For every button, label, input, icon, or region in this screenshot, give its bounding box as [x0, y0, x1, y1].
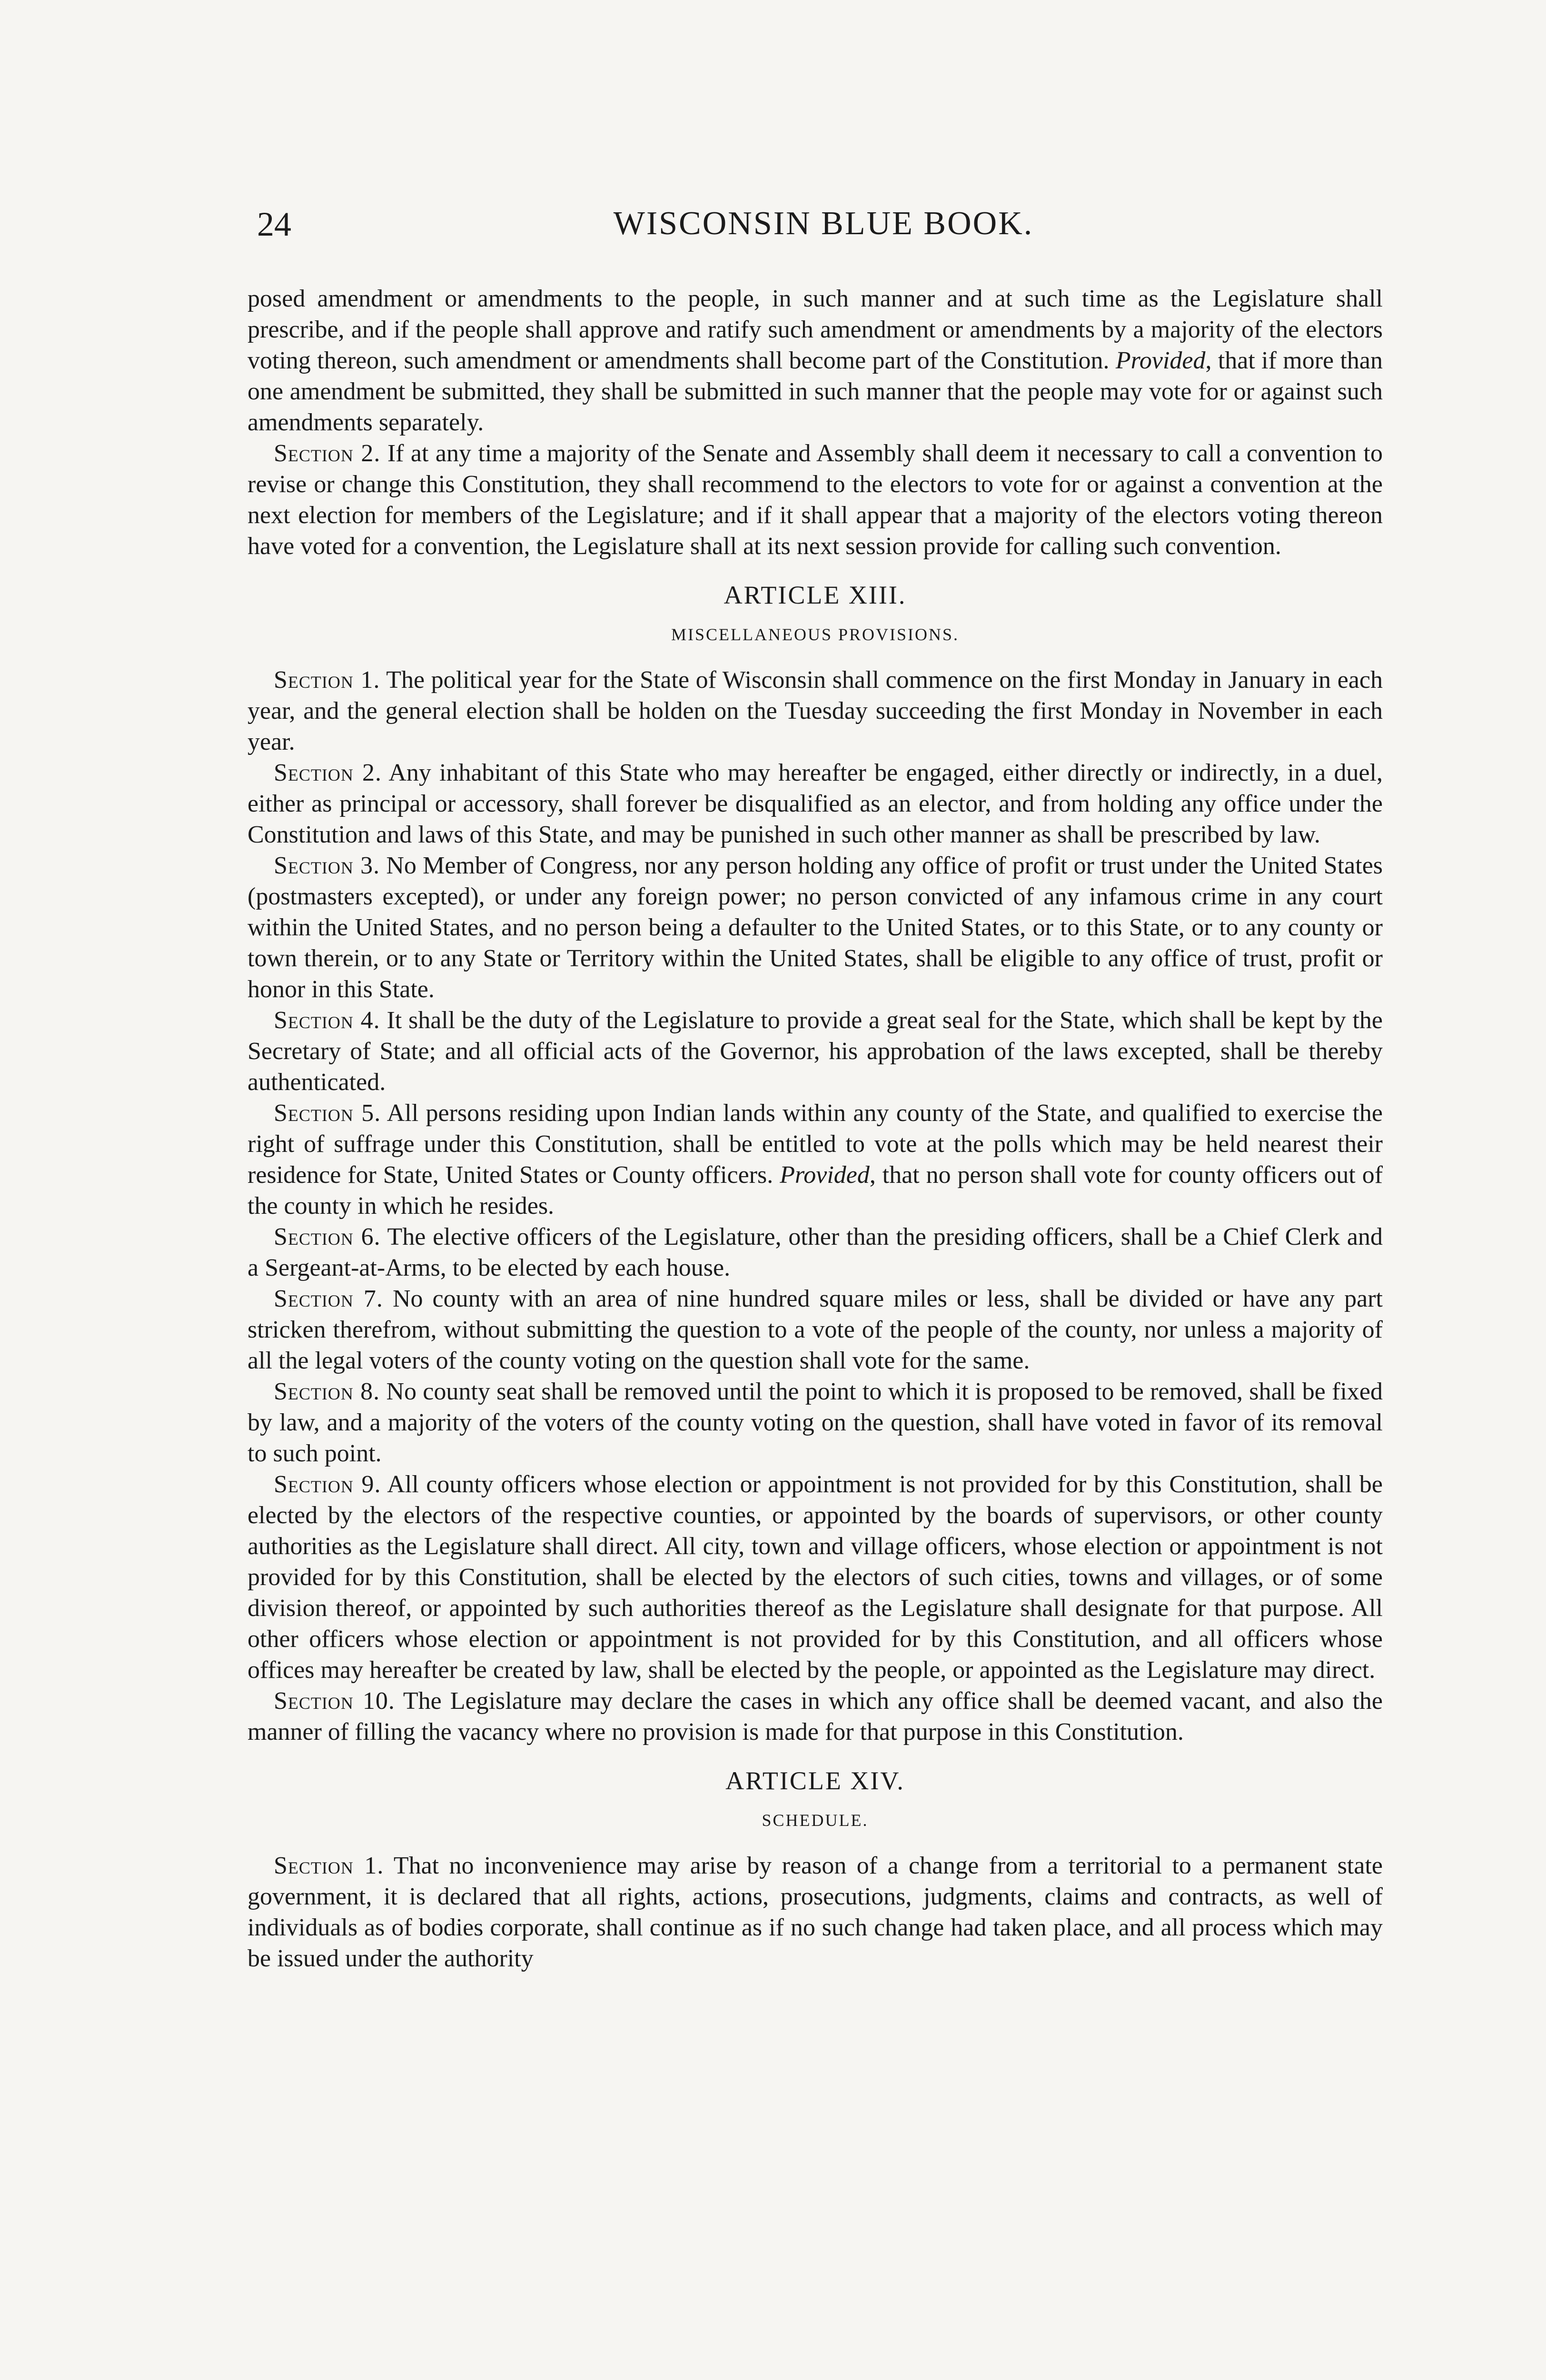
article13-section1: Section 1. The political year for the State of Wisconsin shall commence on the first Monday in January in each year, and the general election shall be holden on the Tuesday succeeding the first Monday in November in each year. [248, 666, 1383, 755]
provided-italic: Provided [1115, 347, 1206, 374]
article13-section3: Section 3. No Member of Congress, nor any person holding any office of profit or trust under the United States (postmasters excepted), or under any foreign power; no person convicted of any infamous crime in any court within the United States, and no person being a defaulter to the United States, or to this State, or to any county or town therein, or to any State or Territory within the United States, shall be eligible to any office of trust, profit or honor in this State. [248, 852, 1383, 1003]
article13-section4: Section 4. It shall be the duty of the Legislature to provide a great seal for the State, which shall be kept by the Secretary of State; and all official acts of the Governor, his approbation of the laws excepted, shall be thereby authenticated. [248, 1007, 1383, 1096]
section-label: Section 2. [274, 759, 382, 786]
continuation-paragraph: posed amendment or amendments to the people, in such manner and at such time as the Legislature shall prescribe, and if the people shall approve and ratify such amendment or amendments by a majority of the electors voting thereon, such amendment or amendments shall become part of the Constitution. Provided, that if more than one amendment be submitted, they shall be submitted in such manner that the people may vote for or against such amendments separately. [248, 285, 1383, 436]
article13-section5: Section 5. All persons residing upon Indian lands within any county of the State, and qualified to exercise the right of suffrage under this Constitution, shall be entitled to vote at the polls which may be held nearest their residence for State, United States or County officers. Provided, that no person shall vote for county officers out of the county in which he resides. [248, 1100, 1383, 1220]
article13-section9: Section 9. All county officers whose election or appointment is not provided for by this Constitution, shall be elected by the electors of the respective counties, or appointed by the boards of supervisors, or other county authorities as the Legislature shall direct. All city, town and village officers, whose election or appointment is not provided for by this Constitution, shall be elected by the electors of such cities, towns and villages, or of some division thereof, or appointed by such authorities thereof as the Legislature shall designate for that purpose. All other officers whose election or appointment is not provided for by this Constitution, and all officers whose offices may hereafter be created by law, shall be elected by the people, or appointed as the Legislature may direct. [248, 1471, 1383, 1684]
article13-subtitle: MISCELLANEOUS PROVISIONS. [671, 625, 960, 644]
section-label: Section 3. [274, 852, 380, 879]
section-label: Section 5. [274, 1100, 381, 1127]
article13-section2: Section 2. Any inhabitant of this State who may hereafter be engaged, either directly or indirectly, in a duel, either as principal or accessory, shall forever be disqualified as an elector, and from holding any office under the Constitution and laws of this State, and may be punished in such other manner as shall be prescribed by law. [248, 759, 1383, 848]
body-text [248, 283, 1383, 1974]
article13-section7: Section 7. No county with an area of nine hundred square miles or less, shall be divided or have any part stricken therefrom, without submitting the question to a vote of the people of the county, nor unless a majority of all the legal voters of the county voting on the question shall vote for the same. [248, 1285, 1383, 1374]
article14-subtitle: SCHEDULE. [762, 1811, 869, 1830]
provided-italic: Provided [780, 1161, 870, 1189]
section-label: Section 1. [274, 1852, 384, 1879]
section-label: Section 1. [274, 666, 380, 694]
article14-title: ARTICLE XIV. [725, 1766, 905, 1795]
section-label: Section 2. [274, 440, 381, 467]
article12-section2: Section 2. If at any time a majority of the Senate and Assembly shall deem it necessary to call a convention to revise or change this Constitution, they shall recommend to the electors to vote for or against a convention at the next election for members of the Legislature; and if it shall appear that a majority of the electors voting thereon have voted for a convention, the Legislature shall at its next session provide for calling such convention. [248, 440, 1383, 560]
article14-section1: Section 1. That no inconvenience may arise by reason of a change from a territorial to a permanent state government, it is declared that all rights, actions, prosecutions, judgments, claims and contracts, as well of individuals as of bodies corporate, shall continue as if no such change had taken place, and all process which may be issued under the authority [248, 1852, 1383, 1972]
running-title: WISCONSIN BLUE BOOK. [613, 205, 1034, 242]
section-label: Section 9. [274, 1471, 381, 1498]
article13-section6: Section 6. The elective officers of the Legislature, other than the presiding officers, shall be a Chief Clerk and a Sergeant-at-Arms, to be elected by each house. [248, 1223, 1383, 1281]
article13-section10: Section 10. The Legislature may declare the cases in which any office shall be deemed vacant, and also the manner of filling the vacancy where no provision is made for that purpose in this Constitution. [248, 1687, 1383, 1745]
page-header [257, 205, 1390, 248]
section-label: Section 8. [274, 1378, 380, 1405]
section-label: Section 10. [274, 1687, 395, 1715]
page-number: 24 [257, 205, 291, 243]
section-label: Section 6. [274, 1223, 381, 1250]
section-label: Section 7. [274, 1285, 383, 1312]
article13-section8: Section 8. No county seat shall be removed until the point to which it is proposed to be removed, shall be fixed by law, and a majority of the voters of the county voting on the question, shall have voted in favor of its removal to such point. [248, 1378, 1383, 1467]
article13-title: ARTICLE XIII. [723, 581, 907, 609]
section-label: Section 4. [274, 1007, 380, 1034]
